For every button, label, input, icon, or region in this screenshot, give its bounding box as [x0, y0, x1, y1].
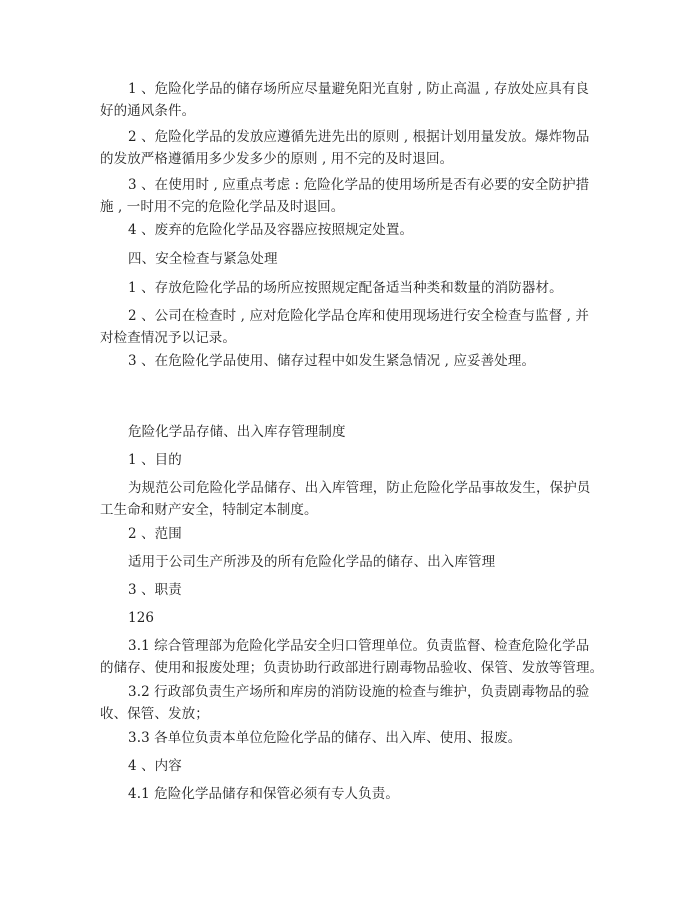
page-number	[100, 607, 605, 629]
paragraph-inspection	[100, 305, 605, 349]
section-heading-safety-inspection	[100, 248, 605, 270]
section-heading-scope	[100, 523, 605, 545]
paragraph-line: 4.1 危险化学品储存和保管必须有专人负责。	[128, 786, 399, 802]
paragraph-usage-considerations	[100, 174, 605, 218]
paragraph-purpose	[100, 477, 605, 521]
paragraph-line: 收、保管、发放；	[100, 706, 209, 722]
paragraph-line: 2 、危险化学品的发放应遵循先进先出的原则 , 根据计划用量发放。爆炸物品	[128, 129, 590, 145]
paragraph-responsibility-3-3	[100, 727, 605, 749]
paragraph-line: 1 、存放危险化学品的场所应按照规定配备适当种类和数量的消防器材。	[128, 280, 563, 296]
section-heading: 2 、范围	[128, 526, 182, 542]
paragraph-line: 的发放严格遵循用多少发多少的原则 , 用不完的及时退回。	[100, 151, 454, 167]
paragraph-line: 工生命和财产安全，特制定本制度。	[100, 502, 318, 518]
paragraph-fire-equipment	[100, 277, 605, 299]
paragraph-waste-disposal	[100, 219, 605, 241]
paragraph-content-4-1	[100, 783, 605, 805]
section-heading: 1 、目的	[128, 452, 182, 468]
paragraph-dispatch-rule	[100, 126, 605, 170]
section-heading: 3 、职责	[128, 582, 182, 598]
paragraph-line: 1 、危险化学品的储存场所应尽量避免阳光直射 , 防止高温 , 存放处应具有良	[128, 81, 590, 97]
paragraph-line: 3 、在危险化学品使用、储存过程中如发生紧急情况 , 应妥善处理。	[128, 353, 536, 369]
document-title	[100, 421, 605, 443]
paragraph-line: 3.1 综合管理部为危险化学品安全归口管理单位。负责监督、检查危险化学品	[128, 638, 590, 654]
section-heading-content	[100, 755, 605, 777]
section-heading: 四、安全检查与紧急处理	[128, 251, 278, 267]
paragraph-line: 好的通风条件。	[100, 103, 196, 119]
paragraph-line: 为规范公司危险化学品储存、出入库管理，防止危险化学品事故发生，保护员	[128, 480, 591, 496]
paragraph-storage-location	[100, 78, 605, 122]
section-heading-purpose	[100, 449, 605, 471]
paragraph-line: 2 、公司在检查时 , 应对危险化学品仓库和使用现场进行安全检查与监督 , 并	[128, 308, 590, 324]
paragraph-responsibility-3-2	[100, 681, 605, 725]
paragraph-line: 适用于公司生产所涉及的所有危险化学品的储存、出入库管理	[128, 554, 496, 570]
section-heading: 4 、内容	[128, 758, 182, 774]
paragraph-line: 4 、废弃的危险化学品及容器应按照规定处置。	[128, 222, 414, 238]
paragraph-emergency	[100, 350, 605, 372]
page-number-text: 126	[128, 610, 155, 626]
section-heading-responsibilities	[100, 579, 605, 601]
title-text: 危险化学品存储、出入库存管理制度	[128, 424, 346, 440]
paragraph-scope	[100, 551, 605, 573]
paragraph-line: 3.2 行政部负责生产场所和库房的消防设施的检查与维护，负责剧毒物品的验	[128, 684, 590, 700]
paragraph-responsibility-3-1	[100, 635, 605, 679]
paragraph-line: 3.3 各单位负责本单位危险化学品的储存、出入库、使用、报废。	[128, 730, 522, 746]
paragraph-line: 对检查情况予以记录。	[100, 330, 236, 346]
paragraph-line: 的储存、使用和报废处理；负责协助行政部进行剧毒物品验收、保管、发放等管理。	[100, 660, 604, 676]
paragraph-line: 施 , 一时用不完的危险化学品及时退回。	[100, 199, 345, 215]
paragraph-line: 3 、在使用时 , 应重点考虑 : 危险化学品的使用场所是否有必要的安全防护措	[128, 177, 590, 193]
